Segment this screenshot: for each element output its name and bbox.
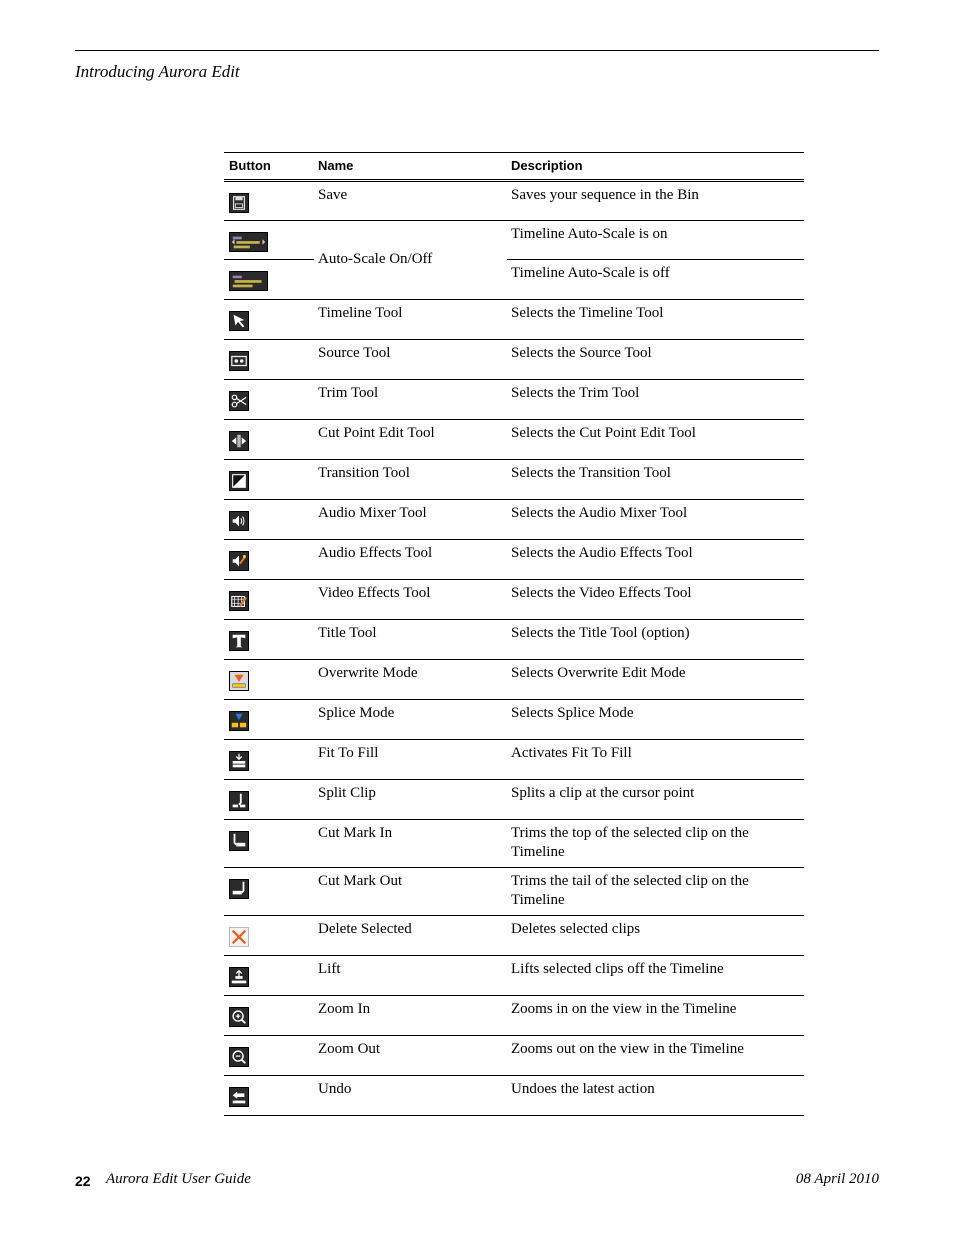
description-divider: [507, 259, 804, 260]
row-name: Fit To Fill: [318, 745, 379, 761]
row-name: Auto-Scale On/Off: [318, 251, 433, 267]
row-name: Cut Mark Out: [318, 873, 403, 889]
row-description-off: Timeline Auto-Scale is off: [511, 265, 670, 281]
row-description: Activates Fit To Fill: [511, 745, 632, 761]
video-effects-icon: [229, 591, 249, 611]
table-row: [224, 340, 804, 380]
row-description: Zooms out on the view in the Timeline: [511, 1041, 744, 1057]
row-name: Splice Mode: [318, 705, 395, 721]
table-row: [224, 1036, 804, 1076]
row-description: Selects Splice Mode: [511, 705, 634, 721]
row-name: Split Clip: [318, 785, 376, 801]
row-description: Selects the Cut Point Edit Tool: [511, 425, 696, 441]
section-title: Introducing Aurora Edit: [75, 62, 240, 81]
cut-point-icon: [229, 431, 249, 451]
column-header-name: Name: [318, 158, 354, 173]
row-description: Selects the Title Tool (option): [511, 625, 690, 641]
row-name: Trim Tool: [318, 385, 379, 401]
row-name: Cut Mark In: [318, 825, 393, 841]
table-row: [224, 500, 804, 540]
column-header-description: Description: [511, 158, 583, 173]
column-header-button: Button: [229, 158, 271, 173]
row-description: Selects the Source Tool: [511, 345, 652, 361]
audio-effects-icon: [229, 551, 249, 571]
table-row: [224, 700, 804, 740]
split-clip-icon: [229, 791, 249, 811]
table-row: [224, 380, 804, 420]
row-name: Zoom In: [318, 1001, 371, 1017]
table-row: [224, 956, 804, 996]
table-row: [224, 580, 804, 620]
row-description: Selects Overwrite Edit Mode: [511, 665, 686, 681]
row-name: Title Tool: [318, 625, 377, 641]
row-description: Trims the tail of the selected clip on the Timeline: [511, 873, 749, 908]
button-reference-table: [224, 152, 804, 1116]
cut-mark-in-icon: [229, 831, 249, 851]
transition-icon: [229, 471, 249, 491]
row-description: Selects the Trim Tool: [511, 385, 640, 401]
table-header: [224, 152, 804, 182]
row-name: Video Effects Tool: [318, 585, 431, 601]
guide-title: Aurora Edit User Guide: [106, 1171, 251, 1187]
row-description: Trims the top of the selected clip on the Timeline: [511, 825, 749, 860]
title-t-icon: [229, 631, 249, 651]
row-description: Selects the Timeline Tool: [511, 305, 664, 321]
header-rule: [75, 50, 879, 51]
row-description-on: Timeline Auto-Scale is on: [511, 226, 668, 242]
row-name: Audio Effects Tool: [318, 545, 433, 561]
zoom-out-icon: [229, 1047, 249, 1067]
icon-divider: [224, 259, 314, 260]
row-name: Zoom Out: [318, 1041, 381, 1057]
row-name: Timeline Tool: [318, 305, 403, 321]
row-description: Selects the Video Effects Tool: [511, 585, 692, 601]
row-name: Delete Selected: [318, 921, 412, 937]
table-row: [224, 221, 804, 300]
fit-to-fill-icon: [229, 751, 249, 771]
row-description: Deletes selected clips: [511, 921, 641, 937]
table-row: [224, 182, 804, 221]
table-row: [224, 540, 804, 580]
row-description: Selects the Transition Tool: [511, 465, 671, 481]
source-tape-icon: [229, 351, 249, 371]
table-row: [224, 916, 804, 956]
row-description: Selects the Audio Mixer Tool: [511, 505, 688, 521]
row-description: Selects the Audio Effects Tool: [511, 545, 693, 561]
table-row: [224, 996, 804, 1036]
publication-date: 08 April 2010: [795, 1171, 879, 1187]
zoom-in-icon: [229, 1007, 249, 1027]
lift-icon: [229, 967, 249, 987]
auto-scale-on-icon: [229, 232, 268, 252]
row-description: Saves your sequence in the Bin: [511, 187, 699, 203]
table-row: [224, 780, 804, 820]
table-row: [224, 620, 804, 660]
row-description: Zooms in on the view in the Timeline: [511, 1001, 737, 1017]
scissors-icon: [229, 391, 249, 411]
auto-scale-off-icon: [229, 271, 268, 291]
row-name: Overwrite Mode: [318, 665, 418, 681]
table-row: [224, 460, 804, 500]
save-icon: [229, 193, 249, 213]
table-row: [224, 660, 804, 700]
delete-x-icon: [229, 927, 249, 947]
row-name: Undo: [318, 1081, 352, 1097]
row-name: Save: [318, 187, 348, 203]
table-row: [224, 868, 804, 916]
row-name: Audio Mixer Tool: [318, 505, 427, 521]
row-description: Lifts selected clips off the Timeline: [511, 961, 724, 977]
table-row: [224, 740, 804, 780]
speaker-icon: [229, 511, 249, 531]
row-name: Cut Point Edit Tool: [318, 425, 435, 441]
row-description: Splits a clip at the cursor point: [511, 785, 695, 801]
page-number: 22: [75, 1173, 91, 1189]
arrow-pointer-icon: [229, 311, 249, 331]
table-row: [224, 300, 804, 340]
table-row: [224, 1076, 804, 1116]
table-row: [224, 420, 804, 460]
row-name: Source Tool: [318, 345, 391, 361]
splice-icon: [229, 711, 249, 731]
row-description: Undoes the latest action: [511, 1081, 655, 1097]
row-name: Lift: [318, 961, 341, 977]
overwrite-icon: [229, 671, 249, 691]
row-name: Transition Tool: [318, 465, 410, 481]
undo-icon: [229, 1087, 249, 1107]
table-row: [224, 820, 804, 868]
cut-mark-out-icon: [229, 879, 249, 899]
